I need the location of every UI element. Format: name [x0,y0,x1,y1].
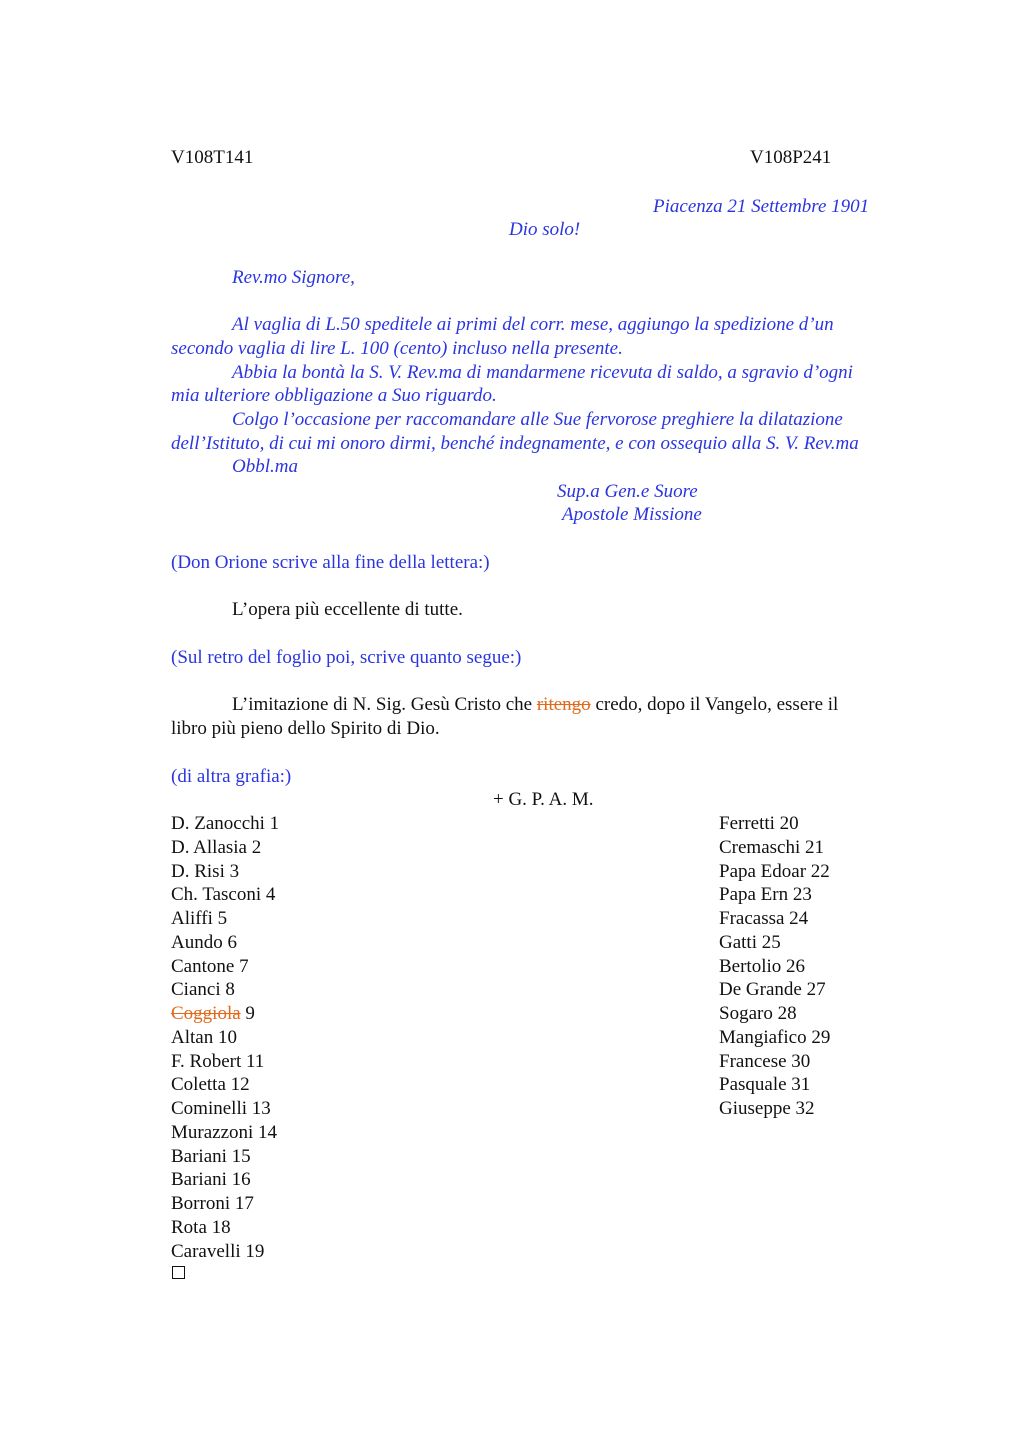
note-text-line [232,693,838,717]
list-item: Murazzoni 14 [171,1121,278,1143]
letter-paragraph-line: dell’Istituto, di cui mi onoro dirmi, benché indegnamente, e con ossequio alla S. V. Rev.ma [171,433,859,454]
list-item: Caravelli 19 [171,1240,265,1262]
list-item: Cianci 8 [171,979,235,1001]
list-item: Cremaschi 21 [719,836,825,858]
list-item: Papa Edoar 22 [719,860,830,882]
list-item: Bariani 15 [171,1145,251,1167]
list-item: D. Zanocchi 1 [171,813,280,834]
letter-salutation: Rev.mo Signore, [232,267,355,288]
note-text-segment: credo, dopo il Vangelo, essere il [590,694,839,715]
checkbox-icon [172,1266,185,1279]
list-heading: + G. P. A. M. [493,789,594,810]
letter-paragraph-line: secondo vaglia di lire L. 100 (cento) incluso nella presente. [171,338,623,359]
list-item: Cominelli 13 [171,1098,271,1119]
list-item: Ferretti 20 [719,813,799,834]
editorial-note-heading: (Sul retro del foglio poi, scrive quanto segue:) [171,647,522,668]
list-item: De Grande 27 [719,979,826,1001]
signature-line: Sup.a Gen.e Suore [557,481,698,502]
letter-motto: Dio solo! [509,219,581,240]
list-item: Borroni 17 [171,1193,254,1214]
list-item: Altan 10 [171,1026,237,1048]
note-text: L’opera più eccellente di tutte. [232,599,463,620]
letter-date: Piacenza 21 Settembre 1901 [653,196,870,217]
letter-paragraph-line: Colgo l’occasione per raccomandare alle Sue fervorose preghiere la dilatazione [232,409,843,430]
signature-line: Apostole Missione [562,504,702,525]
note-text-segment: L’imitazione di N. Sig. Gesù Cristo che [232,694,537,715]
letter-paragraph-line: Al vaglia di L.50 speditele ai primi del corr. mese, aggiungo la spedizione d’un [232,314,834,335]
list-item: D. Allasia 2 [171,836,262,858]
list-item: Giuseppe 32 [719,1098,815,1119]
list-item: Gatti 25 [719,931,781,953]
list-item: Cantone 7 [171,955,249,977]
struck-name: Coggiola [171,1003,241,1024]
struck-word: ritengo [536,694,591,715]
list-item: Aundo 6 [171,931,237,953]
letter-paragraph-line: Abbia la bontà la S. V. Rev.ma di mandarmene ricevuta di saldo, a sgravio d’ogni [232,362,853,383]
letter-closing: Obbl.ma [232,456,298,477]
list-item: Fracassa 24 [719,908,809,929]
list-item: Coletta 12 [171,1074,250,1096]
list-item: Francese 30 [719,1050,811,1072]
list-item: D. Risi 3 [171,860,240,882]
list-item: Rota 18 [171,1216,231,1238]
list-item: Pasquale 31 [719,1074,811,1096]
list-item-number: 9 [240,1003,255,1024]
list-item: Papa Ern 23 [719,884,812,906]
list-item: Aliffi 5 [171,908,228,929]
editorial-note-heading: (Don Orione scrive alla fine della lettera:) [171,552,490,573]
list-item: Mangiafico 29 [719,1026,831,1048]
header-left-code: V108T141 [171,147,254,168]
list-item: Ch. Tasconi 4 [171,884,276,906]
note-text-line: libro più pieno dello Spirito di Dio. [171,718,440,739]
header-right-code: V108P241 [750,147,832,168]
letter-paragraph-line: mia ulteriore obbligazione a Suo riguardo. [171,385,497,406]
list-item: Bertolio 26 [719,955,806,977]
list-item: F. Robert 11 [171,1050,265,1072]
list-item: Sogaro 28 [719,1003,797,1024]
list-item [171,1002,255,1026]
list-item: Bariani 16 [171,1169,251,1191]
editorial-note-heading: (di altra grafia:) [171,766,292,787]
